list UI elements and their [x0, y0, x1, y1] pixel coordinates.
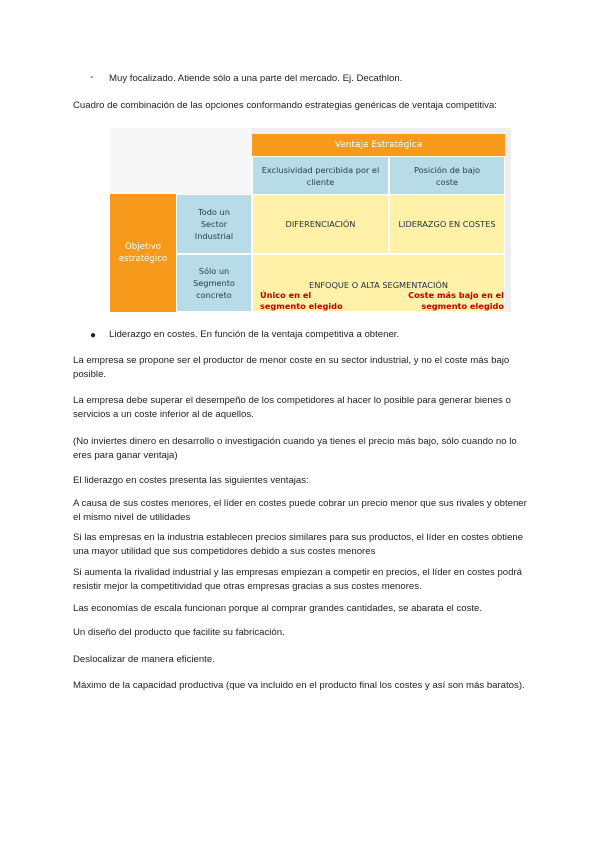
paragraph-9: Un diseño del producto que facilite su fabricación.	[73, 627, 285, 638]
paragraph-5: A causa de sus costes menores, el líder en costes puede cobrar un precio menor que sus rivales y obtener el mismo nivel de utilidades	[73, 498, 527, 523]
table-col-bajo-coste: Posición de bajo coste	[389, 156, 505, 195]
table-row-group: Objetivo estratégico	[110, 194, 176, 312]
paragraph-3: (No inviertes dinero en desarrollo o investigación cuando ya tienes el precio más bajo, sólo cuando no lo eres para ganar ventaja)	[73, 436, 517, 461]
paragraph-11: Máximo de la capacidad productiva (que va incluido en el producto final los costes y así son más baratos).	[73, 680, 525, 691]
table-col-exclusividad: Exclusividad percibida por el cliente	[252, 156, 389, 195]
table-row-segmento: Sólo un Segmento concreto	[176, 254, 252, 312]
paragraph-6: Si las empresas en la industria establecen precios similares para sus productos, el líder en costes obtiene una mayor utilidad que sus competidores debido a sus costes menores	[73, 532, 524, 557]
paragraph-8: Las economías de escala funcionan porque al comprar grandes cantidades, se abarata el coste.	[73, 603, 483, 614]
table-header-main: Ventaja Estratégica	[252, 134, 505, 156]
strategy-table	[110, 128, 511, 312]
bullet-dot: ●	[90, 330, 97, 341]
dash-bullet: -	[90, 72, 94, 83]
table-caption: Cuadro de combinación de las opciones conformando estrategias genéricas de ventaja competitiva:	[73, 100, 497, 111]
note-coste-bajo: Coste más bajo en el segmento elegido	[408, 290, 504, 311]
paragraph-7: Si aumenta la rivalidad industrial y las empresas empiezan a competir en precios, el líder en costes podrá resistir mejor la competitividad que otras empresas gracias a sus costes menores.	[73, 567, 522, 592]
cell-diferenciacion: DIFERENCIACIÓN	[252, 194, 389, 254]
paragraph-1: La empresa se propone ser el productor de menor coste en su sector industrial, y no el coste más bajo posible.	[73, 355, 510, 380]
table-corner	[110, 128, 252, 194]
paragraph-4: El liderazgo en costes presenta las siguientes ventajas:	[73, 475, 309, 486]
cell-enfoque: ENFOQUE O ALTA SEGMENTACIÓN	[252, 254, 505, 312]
cell-liderazgo-costes: LIDERAZGO EN COSTES	[389, 194, 505, 254]
note-unico: Único en el segmento elegido	[260, 290, 343, 311]
paragraph-10: Deslocalizar de manera eficiente.	[73, 654, 215, 665]
table-row-sector: Todo un Sector Industrial	[176, 194, 252, 254]
section-heading: Liderazgo en costes. En función de la ventaja competitiva a obtener.	[109, 329, 400, 340]
focus-line: Muy focalizado. Atiende sólo a una parte del mercado. Ej. Decathlon.	[109, 73, 403, 84]
paragraph-2: La empresa debe superar el desempeño de los competidores al hacer lo posible para generar bienes o servicios a un coste inferior al de aquellos.	[73, 395, 511, 420]
